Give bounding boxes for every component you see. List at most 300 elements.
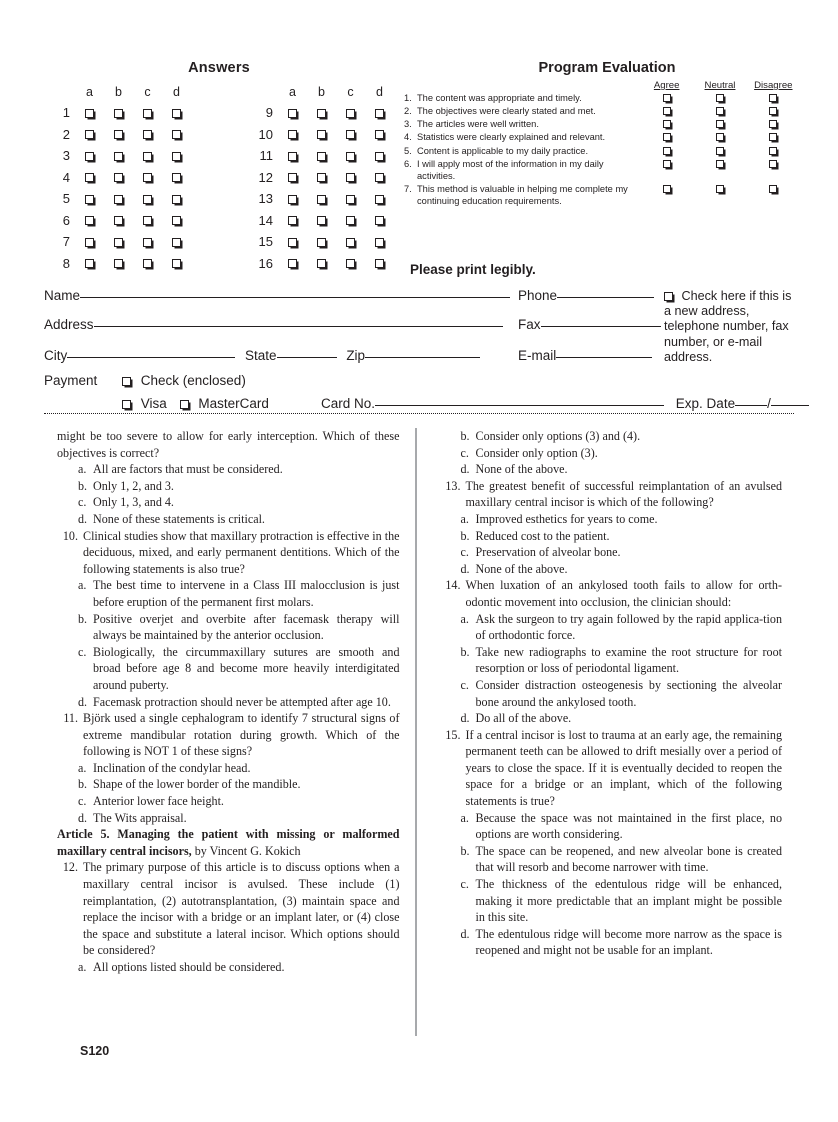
answer-checkbox-2b[interactable] (114, 130, 123, 139)
card-no-input[interactable] (375, 396, 664, 406)
answer-option (57, 793, 400, 810)
answer-checkbox-cell[interactable] (336, 253, 365, 275)
answer-row-number: 7 (62, 234, 70, 250)
option-letter: d. (78, 810, 88, 825)
answer-checkbox-8d[interactable] (172, 259, 181, 268)
phone-input[interactable] (557, 288, 654, 298)
evaluation-cell-neutral[interactable] (693, 132, 746, 144)
answer-checkbox-cell[interactable] (365, 102, 394, 124)
answer-checkbox-cell[interactable] (365, 231, 394, 253)
answer-checkbox-cell[interactable] (307, 253, 336, 275)
answer-checkbox-cell[interactable] (75, 145, 104, 167)
answer-checkbox-cell[interactable] (133, 102, 162, 124)
answer-checkbox-10c[interactable] (346, 130, 355, 139)
answer-option (440, 561, 783, 578)
evaluation-checkbox-1-agree[interactable] (663, 94, 671, 102)
evaluation-checkbox-7-disagree[interactable] (769, 185, 777, 193)
email-row (518, 348, 652, 363)
mastercard-checkbox[interactable] (180, 400, 189, 409)
evaluation-item-number: 7. (404, 184, 412, 195)
answer-checkbox-cell[interactable] (278, 210, 307, 232)
option-letter: d. (460, 561, 470, 576)
answer-checkbox-cell[interactable] (104, 231, 133, 253)
answer-checkbox-1d[interactable] (172, 109, 181, 118)
answer-checkbox-11d[interactable] (375, 152, 384, 161)
option-text: Because the space was not maintained in the first place, no options are worth considering. (475, 810, 782, 842)
fax-row (518, 317, 661, 332)
option-text: The thickness of the edentulous ridge will be enhanced, making it more predictable that an implant might be possible in this site. (475, 877, 782, 925)
answer-checkbox-cell[interactable] (278, 145, 307, 167)
answer-checkbox-14d[interactable] (375, 216, 384, 225)
evaluation-item-number: 4. (404, 132, 412, 143)
evaluation-checkbox-4-disagree[interactable] (769, 133, 777, 141)
page-folio: S120 (80, 1044, 110, 1058)
answer-row (247, 145, 394, 167)
option-text: Preservation of alveolar bone. (475, 545, 621, 560)
answer-option (440, 611, 783, 644)
answer-checkbox-4d[interactable] (172, 173, 181, 182)
answer-checkbox-cell[interactable] (307, 124, 336, 146)
evaluation-checkbox-5-agree[interactable] (663, 147, 671, 155)
evaluation-checkbox-6-agree[interactable] (663, 160, 671, 168)
answer-checkbox-2d[interactable] (172, 130, 181, 139)
option-letter: a. (78, 578, 87, 593)
payment-check-option[interactable] (122, 373, 246, 388)
answer-checkbox-13c[interactable] (346, 195, 355, 204)
answer-option (440, 710, 783, 727)
evaluation-cell-disagree[interactable] (747, 184, 800, 196)
exp-year-input[interactable] (771, 396, 809, 406)
question-item (440, 727, 783, 810)
name-label: Name (44, 288, 81, 303)
answer-checkbox-cell[interactable] (133, 188, 162, 210)
answer-checkbox-3b[interactable] (114, 152, 123, 161)
answer-option (57, 461, 400, 478)
evaluation-checkbox-1-neutral[interactable] (716, 94, 724, 102)
answer-row-number: 5 (62, 191, 70, 207)
question-item (440, 577, 783, 610)
answer-checkbox-cell[interactable] (162, 188, 191, 210)
option-text: All options listed should be considered. (93, 960, 285, 974)
answers-header-row (44, 82, 191, 102)
answer-checkbox-cell[interactable] (278, 102, 307, 124)
answer-checkbox-cell[interactable] (133, 253, 162, 275)
answer-checkbox-14c[interactable] (346, 216, 355, 225)
answer-option (440, 511, 783, 528)
evaluation-cell-disagree[interactable] (747, 146, 800, 158)
answer-option (57, 694, 400, 711)
answer-checkbox-15a[interactable] (288, 238, 297, 247)
option-letter: c. (78, 794, 87, 809)
answer-checkbox-cell[interactable] (365, 145, 394, 167)
option-letter: a. (460, 810, 469, 825)
answer-checkbox-12b[interactable] (317, 173, 326, 182)
city-input[interactable] (67, 348, 235, 358)
answer-row (247, 231, 394, 253)
answer-option (440, 544, 783, 561)
question-number: 14. (445, 578, 461, 593)
answer-checkbox-cell[interactable] (162, 102, 191, 124)
answers-col-c: c (347, 85, 354, 99)
answer-checkbox-15b[interactable] (317, 238, 326, 247)
answer-checkbox-11a[interactable] (288, 152, 297, 161)
evaluation-scale-boxes (640, 132, 800, 144)
evaluation-scale-boxes (640, 93, 800, 105)
evaluation-cell-agree[interactable] (640, 132, 693, 144)
answer-option (440, 445, 783, 462)
email-input[interactable] (556, 348, 652, 358)
answer-checkbox-cell[interactable] (162, 231, 191, 253)
answer-checkbox-5a[interactable] (85, 195, 94, 204)
evaluation-cell-neutral[interactable] (693, 106, 746, 118)
answer-checkbox-1c[interactable] (143, 109, 152, 118)
answer-checkbox-12a[interactable] (288, 173, 297, 182)
answer-option (440, 461, 783, 478)
option-letter: b. (460, 528, 470, 543)
answer-checkbox-9b[interactable] (317, 109, 326, 118)
option-text: Facemask protraction should never be attempted after age 10. (93, 694, 391, 709)
answer-checkbox-9c[interactable] (346, 109, 355, 118)
evaluation-item-text: I will apply most of the information in my daily activities. (417, 158, 604, 181)
answer-checkbox-cell[interactable] (278, 188, 307, 210)
evaluation-cell-neutral[interactable] (693, 159, 746, 171)
evaluation-cell-disagree[interactable] (747, 119, 800, 131)
evaluation-checkbox-5-disagree[interactable] (769, 147, 777, 155)
answer-checkbox-12c[interactable] (346, 173, 355, 182)
answer-row-number: 9 (265, 105, 273, 121)
card-no-label: Card No. (321, 396, 376, 411)
answer-checkbox-cell[interactable] (104, 102, 133, 124)
option-text: None of the above. (475, 462, 568, 477)
option-text: Consider only options (3) and (4). (475, 429, 641, 443)
answer-row-number: 4 (62, 169, 70, 185)
answer-checkbox-11c[interactable] (346, 152, 355, 161)
option-letter: b. (78, 777, 88, 792)
answer-checkbox-14a[interactable] (288, 216, 297, 225)
question-body (57, 428, 782, 976)
evaluation-checkbox-7-neutral[interactable] (716, 185, 724, 193)
question-item (57, 710, 400, 760)
answer-checkbox-6c[interactable] (143, 216, 152, 225)
answer-checkbox-cell[interactable] (75, 102, 104, 124)
answer-checkbox-5c[interactable] (143, 195, 152, 204)
answer-checkbox-cell[interactable] (307, 210, 336, 232)
answers-grids (44, 82, 394, 274)
answers-header-row (247, 82, 394, 102)
phone-row (518, 288, 654, 303)
answer-checkbox-cell[interactable] (75, 167, 104, 189)
option-text: Do all of the above. (475, 711, 572, 726)
answer-checkbox-13a[interactable] (288, 195, 297, 204)
article-heading (57, 826, 400, 859)
answer-checkbox-9a[interactable] (288, 109, 297, 118)
evaluation-checkbox-3-neutral[interactable] (716, 120, 724, 128)
answer-checkbox-16d[interactable] (375, 259, 384, 268)
answers-title: Answers (188, 60, 250, 76)
answer-checkbox-cell[interactable] (336, 124, 365, 146)
please-print-legibly: Please print legibly. (410, 262, 536, 277)
answer-checkbox-4a[interactable] (85, 173, 94, 182)
question-item (440, 478, 783, 511)
answer-checkbox-13b[interactable] (317, 195, 326, 204)
answer-checkbox-1a[interactable] (85, 109, 94, 118)
answer-checkbox-cell[interactable] (104, 124, 133, 146)
state-input[interactable] (277, 348, 337, 358)
option-letter: d. (78, 694, 88, 709)
evaluation-cell-disagree[interactable] (747, 106, 800, 118)
evaluation-checkbox-3-agree[interactable] (663, 120, 671, 128)
answer-checkbox-cell[interactable] (133, 124, 162, 146)
answer-checkbox-cell[interactable] (162, 145, 191, 167)
answer-option (57, 644, 400, 694)
evaluation-scale-boxes (640, 184, 800, 196)
answer-checkbox-10a[interactable] (288, 130, 297, 139)
question-item (57, 859, 400, 959)
answers-col-a: a (289, 85, 296, 99)
answer-checkbox-13d[interactable] (375, 195, 384, 204)
evaluation-checkbox-2-agree[interactable] (663, 107, 671, 115)
new-address-checkbox[interactable] (664, 292, 673, 301)
answer-checkbox-cell[interactable] (307, 145, 336, 167)
answer-row (44, 102, 191, 124)
answer-checkbox-cell[interactable] (133, 145, 162, 167)
answer-row (247, 124, 394, 146)
answer-checkbox-2c[interactable] (143, 130, 152, 139)
answer-checkbox-14b[interactable] (317, 216, 326, 225)
answer-option (440, 843, 783, 876)
answer-checkbox-cell[interactable] (133, 210, 162, 232)
answer-checkbox-4b[interactable] (114, 173, 123, 182)
answer-checkbox-cell[interactable] (75, 231, 104, 253)
exp-month-input[interactable] (735, 396, 767, 406)
evaluation-row (404, 106, 804, 118)
answer-checkbox-12d[interactable] (375, 173, 384, 182)
answer-row-number: 10 (258, 126, 273, 142)
answer-checkbox-6b[interactable] (114, 216, 123, 225)
answer-checkbox-cell[interactable] (336, 231, 365, 253)
answer-checkbox-2a[interactable] (85, 130, 94, 139)
answer-row (44, 167, 191, 189)
answer-checkbox-cell[interactable] (104, 210, 133, 232)
answer-checkbox-cell[interactable] (365, 253, 394, 275)
answer-checkbox-cell[interactable] (278, 167, 307, 189)
answer-checkbox-3c[interactable] (143, 152, 152, 161)
evaluation-statement (404, 146, 640, 158)
evaluation-cell-disagree[interactable] (747, 93, 800, 105)
option-letter: b. (460, 429, 470, 443)
answer-checkbox-16b[interactable] (317, 259, 326, 268)
answer-option (440, 644, 783, 677)
evaluation-checkbox-6-disagree[interactable] (769, 160, 777, 168)
answer-checkbox-cell[interactable] (278, 253, 307, 275)
evaluation-checkbox-7-agree[interactable] (663, 185, 671, 193)
answer-checkbox-cell[interactable] (336, 188, 365, 210)
evaluation-checkbox-1-disagree[interactable] (769, 94, 777, 102)
fax-input[interactable] (541, 317, 661, 327)
answer-checkbox-cell[interactable] (75, 188, 104, 210)
evaluation-cell-disagree[interactable] (747, 159, 800, 171)
answer-checkbox-cell[interactable] (104, 145, 133, 167)
answer-row (44, 253, 191, 275)
option-letter: a. (460, 611, 469, 626)
check-enclosed-label: Check (enclosed) (140, 373, 246, 388)
answer-checkbox-cell[interactable] (162, 253, 191, 275)
evaluation-scale-boxes (640, 119, 800, 131)
answer-checkbox-1b[interactable] (114, 109, 123, 118)
question-number: 13. (445, 478, 461, 493)
answer-row (247, 167, 394, 189)
answer-checkbox-cell[interactable] (75, 210, 104, 232)
question-text: The primary purpose of this article is to discuss options when a maxillary central incisor is avulsed. These include (1) reimplantation, (2) autotransplantation, (3) maintain space and replace the incisor with a bridge or an implant later, or (4) close the space and substitute a lateral incisor. Which options should be considered? (83, 860, 400, 958)
answer-checkbox-8a[interactable] (85, 259, 94, 268)
answers-col-d: d (376, 85, 383, 99)
answers-corner (247, 82, 278, 102)
check-enclosed-checkbox[interactable] (122, 377, 131, 386)
evaluation-checkbox-3-disagree[interactable] (769, 120, 777, 128)
evaluation-statement (404, 119, 640, 131)
answer-checkbox-cell[interactable] (162, 124, 191, 146)
card-number-row (321, 396, 809, 411)
answer-checkbox-cell[interactable] (365, 124, 394, 146)
answer-checkbox-6d[interactable] (172, 216, 181, 225)
option-letter: b. (460, 843, 470, 858)
answer-checkbox-cell[interactable] (278, 124, 307, 146)
evaluation-row (404, 93, 804, 105)
answer-checkbox-8b[interactable] (114, 259, 123, 268)
answer-checkbox-cell[interactable] (75, 253, 104, 275)
answer-checkbox-cell[interactable] (104, 167, 133, 189)
evaluation-statement (404, 106, 640, 118)
answer-checkbox-cell[interactable] (75, 124, 104, 146)
evaluation-checkbox-5-neutral[interactable] (716, 147, 724, 155)
exp-date-slash: / (767, 396, 771, 411)
answer-checkbox-15d[interactable] (375, 238, 384, 247)
evaluation-statement (404, 93, 640, 105)
evaluation-checkbox-4-neutral[interactable] (716, 133, 724, 141)
answer-checkbox-cell[interactable] (307, 167, 336, 189)
address-input[interactable] (94, 317, 503, 327)
evaluation-checkbox-6-neutral[interactable] (716, 160, 724, 168)
evaluation-row (404, 119, 804, 131)
zip-input[interactable] (365, 348, 480, 358)
mastercard-label: MasterCard (198, 396, 269, 411)
zip-label: Zip (346, 348, 366, 363)
answer-checkbox-cell[interactable] (162, 210, 191, 232)
answer-checkbox-16a[interactable] (288, 259, 297, 268)
answer-checkbox-cell[interactable] (365, 188, 394, 210)
evaluation-cell-agree[interactable] (640, 119, 693, 131)
answer-checkbox-7a[interactable] (85, 238, 94, 247)
answer-option (57, 611, 400, 644)
answer-checkbox-cell[interactable] (307, 102, 336, 124)
answer-checkbox-cell[interactable] (365, 210, 394, 232)
evaluation-cell-neutral[interactable] (693, 184, 746, 196)
option-letter: c. (78, 495, 87, 510)
answer-checkbox-cell[interactable] (278, 231, 307, 253)
evaluation-statement (404, 184, 640, 208)
state-label: State (245, 348, 277, 363)
answer-row-number: 16 (258, 255, 273, 271)
answer-checkbox-cell[interactable] (336, 145, 365, 167)
option-text: Ask the surgeon to try again followed by the rapid applica-tion of orthodontic force. (475, 611, 782, 643)
city-state-zip-row (44, 348, 480, 363)
evaluation-cell-agree[interactable] (640, 146, 693, 158)
evaluation-statement (404, 159, 640, 183)
evaluation-checkbox-2-neutral[interactable] (716, 107, 724, 115)
answer-checkbox-cell[interactable] (307, 231, 336, 253)
answer-checkbox-5b[interactable] (114, 195, 123, 204)
answer-checkbox-7d[interactable] (172, 238, 181, 247)
answer-row (44, 231, 191, 253)
answer-checkbox-7b[interactable] (114, 238, 123, 247)
answer-row (44, 188, 191, 210)
answer-checkbox-cell[interactable] (365, 167, 394, 189)
answer-checkbox-cell[interactable] (104, 188, 133, 210)
evaluation-cell-agree[interactable] (640, 159, 693, 171)
answer-checkbox-cell[interactable] (336, 167, 365, 189)
answers-col-d: d (173, 85, 180, 99)
answer-row (44, 124, 191, 146)
answer-checkbox-11b[interactable] (317, 152, 326, 161)
answer-checkbox-5d[interactable] (172, 195, 181, 204)
question-number: 12. (62, 860, 78, 875)
answer-checkbox-3a[interactable] (85, 152, 94, 161)
answer-checkbox-cell[interactable] (307, 188, 336, 210)
answer-checkbox-cell[interactable] (162, 167, 191, 189)
evaluation-cell-agree[interactable] (640, 93, 693, 105)
answer-checkbox-8c[interactable] (143, 259, 152, 268)
evaluation-checkbox-2-disagree[interactable] (769, 107, 777, 115)
evaluation-row (404, 159, 804, 183)
answer-checkbox-16c[interactable] (346, 259, 355, 268)
answers-grid-left (44, 82, 191, 274)
answers-col-b: b (318, 85, 325, 99)
visa-label: Visa (140, 396, 167, 411)
evaluation-cell-neutral[interactable] (693, 146, 746, 158)
answer-checkbox-cell[interactable] (336, 210, 365, 232)
answers-col-a: a (86, 85, 93, 99)
option-letter: a. (78, 960, 87, 974)
answer-checkbox-10b[interactable] (317, 130, 326, 139)
evaluation-cell-neutral[interactable] (693, 93, 746, 105)
answer-checkbox-cell[interactable] (133, 167, 162, 189)
option-letter: b. (460, 644, 470, 659)
answers-col-c: c (144, 85, 151, 99)
scale-agree-label: Agree (653, 80, 680, 91)
answer-option (57, 511, 400, 528)
answer-checkbox-15c[interactable] (346, 238, 355, 247)
evaluation-cell-disagree[interactable] (747, 132, 800, 144)
answer-checkbox-7c[interactable] (143, 238, 152, 247)
option-text: All are factors that must be considered. (93, 462, 283, 477)
evaluation-checkbox-4-agree[interactable] (663, 133, 671, 141)
answer-checkbox-cell[interactable] (104, 253, 133, 275)
answer-checkbox-cell[interactable] (336, 102, 365, 124)
visa-checkbox[interactable] (122, 400, 131, 409)
program-evaluation-section (404, 60, 804, 277)
answer-checkbox-6a[interactable] (85, 216, 94, 225)
option-text: Inclination of the condylar head. (93, 760, 251, 775)
evaluation-cell-neutral[interactable] (693, 119, 746, 131)
evaluation-cell-agree[interactable] (640, 184, 693, 196)
answer-checkbox-3d[interactable] (172, 152, 181, 161)
name-input[interactable] (80, 288, 510, 298)
answer-checkbox-9d[interactable] (375, 109, 384, 118)
answer-checkbox-10d[interactable] (375, 130, 384, 139)
evaluation-cell-agree[interactable] (640, 106, 693, 118)
answer-checkbox-cell[interactable] (133, 231, 162, 253)
answer-checkbox-4c[interactable] (143, 173, 152, 182)
